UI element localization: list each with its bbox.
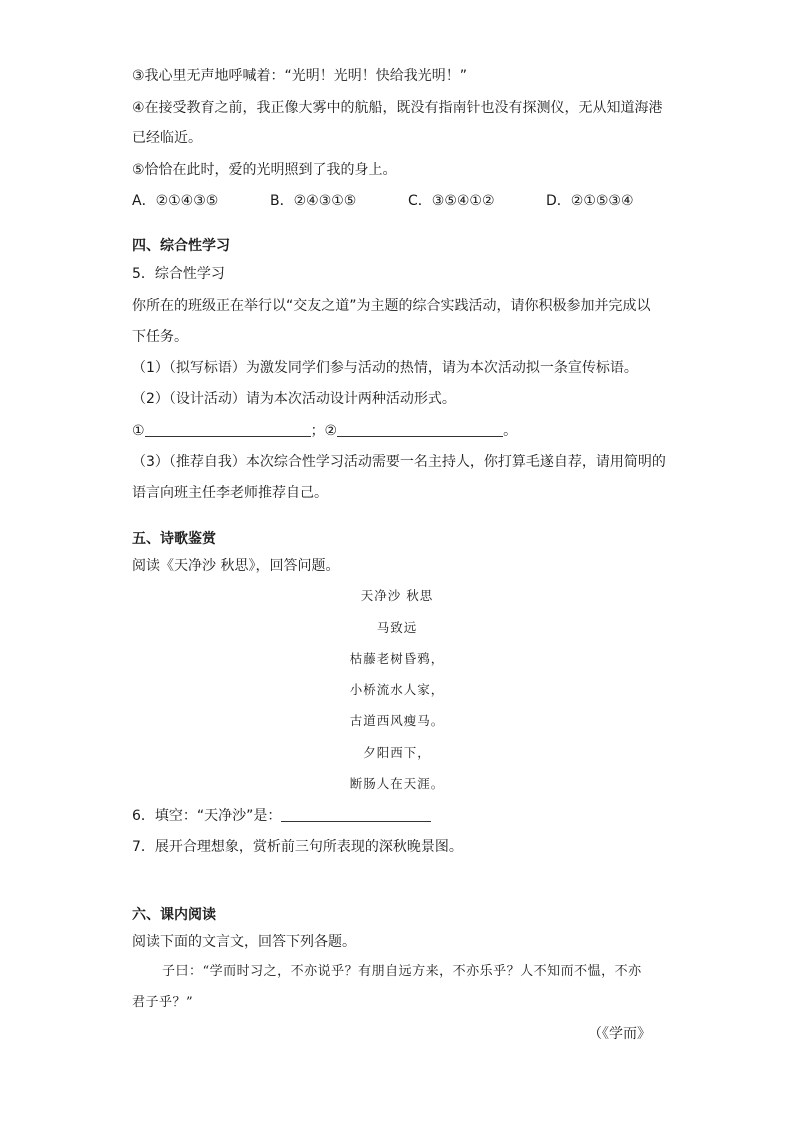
blank-marker-1: ①	[132, 423, 145, 439]
poem-title: 天净沙 秋思	[360, 588, 434, 603]
question-5-intro-line1: 你所在的班级正在举行以“交友之道”为主题的综合实践活动，请你积极参加并完成以	[132, 298, 651, 314]
poem-author: 马致远	[376, 620, 418, 635]
section-4-heading: 四、综合性学习	[132, 238, 230, 254]
classical-text-line1: 子曰：“学而时习之，不亦说乎？有朋自远方来，不亦乐乎？人不知而不愠，不亦	[162, 964, 642, 979]
classical-text-line2: 君子乎？”	[132, 995, 194, 1010]
question-6-blank[interactable]	[281, 807, 431, 822]
subquestion-2: （2）（设计活动）请为本次活动设计两种活动形式。	[132, 391, 456, 407]
question-5-intro-line2: 下任务。	[132, 329, 188, 345]
reading-intro: 阅读下面的文言文，回答下列各题。	[132, 934, 356, 950]
poem-line-1: 枯藤老树昏鸦，	[349, 651, 445, 666]
option-c: C．③⑤④①②	[408, 193, 495, 209]
poem-line-4: 夕阳西下，	[363, 745, 431, 760]
sentence-4-line2: 已经临近。	[132, 130, 202, 146]
poem-line-2: 小桥流水人家，	[349, 682, 445, 697]
section-6-heading: 六、课内阅读	[132, 907, 216, 923]
option-b: B．②④③①⑤	[270, 193, 357, 209]
answer-blank-2[interactable]	[337, 422, 503, 437]
subquestion-3-line2: 语言向班主任李老师推荐自己。	[132, 485, 328, 501]
poem-line-3: 古道西风瘦马。	[349, 713, 445, 728]
option-d: D．②①⑤③④	[546, 193, 634, 209]
subquestion-1: （1）（拟写标语）为激发同学们参与活动的热情，请为本次活动拟一条宣传标语。	[132, 360, 638, 376]
subquestion-3-line1: （3）（推荐自我）本次综合性学习活动需要一名主持人，你打算毛遂自荐，请用简明的	[132, 454, 666, 470]
section-5-heading: 五、诗歌鉴赏	[132, 531, 216, 547]
question-6-text: 6．填空：“天净沙”是：	[132, 808, 282, 824]
blank-separator: ；②	[310, 423, 338, 439]
question-7: 7．展开合理想象，赏析前三句所表现的深秋晚景图。	[132, 839, 463, 855]
answer-blank-1[interactable]	[145, 422, 311, 437]
sentence-5: ⑤恰恰在此时，爱的光明照到了我的身上。	[132, 162, 397, 178]
poem-line-5: 断肠人在天涯。	[349, 776, 445, 791]
text-source: （《学而》	[588, 1026, 651, 1042]
poem-intro: 阅读《天净沙 秋思》，回答问题。	[132, 558, 340, 574]
blank-end: 。	[503, 423, 518, 439]
sentence-4-line1: ④在接受教育之前，我正像大雾中的航船，既没有指南针也没有探测仪，无从知道海港	[132, 100, 663, 116]
option-a: A．②①④③⑤	[132, 193, 219, 209]
question-6	[132, 806, 431, 826]
sentence-3: ③我心里无声地呼喊着：“光明！光明！快给我光明！”	[132, 68, 468, 84]
question-5-title: 5．综合性学习	[132, 266, 225, 282]
activity-blanks-row	[132, 421, 517, 441]
